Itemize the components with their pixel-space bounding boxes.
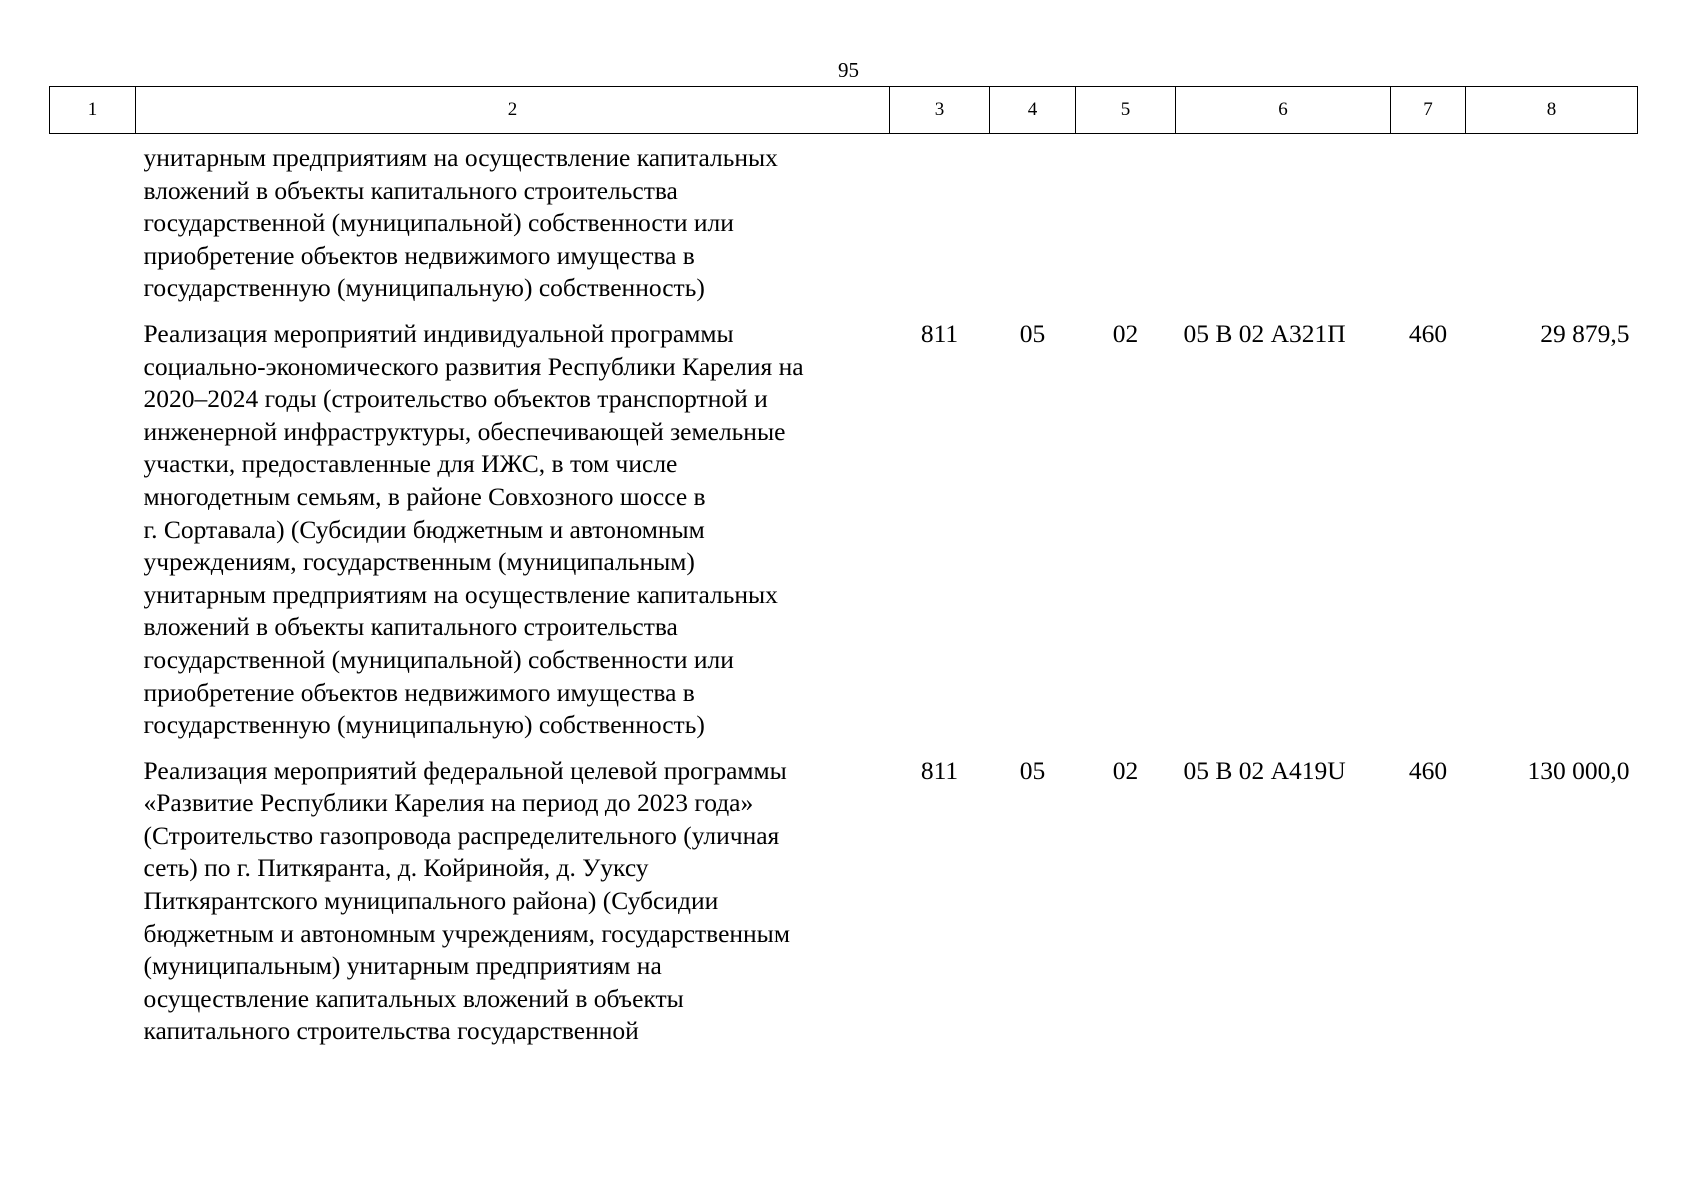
section-code: 05 (1019, 755, 1046, 785)
header-col-7: 7 (1391, 87, 1466, 134)
table-header (50, 87, 1638, 134)
row-number-cell (50, 742, 136, 1048)
amount: 130 000,0 (1527, 755, 1630, 785)
description-line: бюджетным и автономным учреждениям, государственным (143, 918, 790, 948)
description-line: «Развитие Республики Карелия на период до 2023 года» (143, 788, 754, 818)
description-line: многодетным семьям, в районе Совхозного шоссе в (143, 481, 706, 511)
target-article-code: 05 В 02 A419U (1183, 755, 1346, 785)
table-row (50, 305, 1638, 742)
description-line: участки, предоставленные для ИЖС, в том числе (143, 449, 678, 479)
target-article-code (1176, 134, 1391, 305)
description-line: Реализация мероприятий федеральной целевой программы (143, 755, 787, 785)
subsection-code: 02 (1112, 318, 1139, 348)
description-line: учреждениям, государственным (муниципальным) (143, 547, 695, 577)
expense-type-code (1391, 134, 1466, 305)
description-line: унитарным предприятиям на осуществление капитальных (143, 143, 778, 172)
description-line: приобретение объектов недвижимого имущества в (143, 677, 695, 707)
description-line: вложений в объекты капитального строительства (143, 175, 678, 205)
description-line: государственной (муниципальной) собственности или (143, 644, 734, 674)
description-line: (Строительство газопровода распределительного (уличная (143, 820, 780, 850)
description-line: сеть) по г. Питкяранта, д. Койринойя, д. Ууксу (143, 853, 649, 883)
row-number-cell (50, 134, 136, 305)
ministry-code: 811 (920, 318, 959, 348)
table-row (50, 742, 1638, 1048)
header-col-8: 8 (1466, 87, 1638, 134)
row-description (136, 305, 890, 742)
header-col-4: 4 (990, 87, 1076, 134)
expense-type-code: 460 (1408, 318, 1448, 348)
header-col-6: 6 (1176, 87, 1391, 134)
description-line: государственной (муниципальной) собственности или (143, 208, 734, 238)
subsection-code (1076, 134, 1176, 305)
ministry-code (890, 134, 990, 305)
row-description (136, 134, 890, 305)
expense-type-code: 460 (1408, 755, 1448, 785)
description-line: государственную (муниципальную) собственность) (143, 710, 705, 740)
description-line: унитарным предприятиям на осуществление капитальных (143, 579, 778, 609)
section-code (990, 134, 1076, 305)
description-line: осуществление капитальных вложений в объекты (143, 983, 684, 1013)
section-code: 05 (1019, 318, 1046, 348)
page-number: 95 (838, 58, 859, 82)
header-col-2: 2 (136, 87, 890, 134)
description-line: капитального строительства государственной (143, 1016, 639, 1046)
description-line: 2020–2024 годы (строительство объектов транспортной и (143, 384, 768, 414)
header-col-3: 3 (890, 87, 990, 134)
header-col-5: 5 (1076, 87, 1176, 134)
table-row (50, 134, 1638, 305)
ministry-code: 811 (920, 755, 959, 785)
description-line: Реализация мероприятий индивидуальной программы (143, 318, 734, 348)
description-line: вложений в объекты капитального строительства (143, 612, 678, 642)
description-line: Питкярантского муниципального района) (Субсидии (143, 886, 719, 916)
description-line: г. Сортавала) (Субсидии бюджетным и автономным (143, 514, 705, 544)
amount: 29 879,5 (1540, 318, 1630, 348)
header-col-1: 1 (50, 87, 136, 134)
description-line: инженерной инфраструктуры, обеспечивающей земельные (143, 416, 786, 446)
description-line: государственную (муниципальную) собственность) (143, 273, 705, 303)
budget-table (49, 86, 1638, 1048)
description-line: (муниципальным) унитарным предприятиям на (143, 951, 662, 981)
description-line: приобретение объектов недвижимого имущества в (143, 240, 695, 270)
row-number-cell (50, 305, 136, 742)
description-line: социально-экономического развития Республики Карелия на (143, 351, 804, 381)
amount (1466, 134, 1638, 305)
row-description (136, 742, 890, 1048)
subsection-code: 02 (1112, 755, 1139, 785)
target-article-code: 05 В 02 A321П (1183, 318, 1346, 348)
